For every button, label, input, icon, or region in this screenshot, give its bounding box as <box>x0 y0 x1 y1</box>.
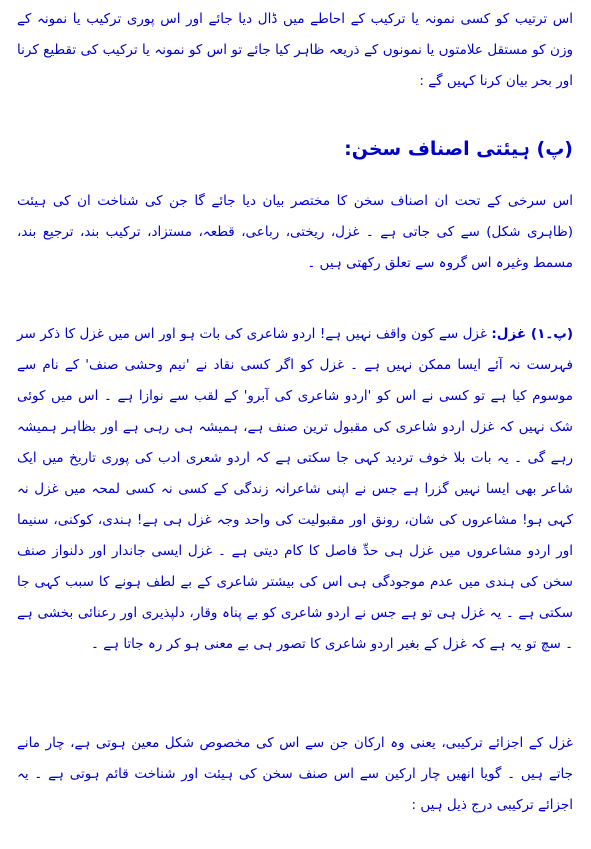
ghazal-paragraph <box>17 319 573 660</box>
ghazal-text: غزل سے کون واقف نہیں ہے! اردو شاعری کی بات ہو اور اس میں غزل کا ذکر سر فہرست نہ آئے ایسا ممکن نہیں ہے ۔ غزل کو اگر کسی نقاد نے 'نیم وحشی صنف' کے نام سے موسوم کیا ہے تو کسی نے اس کو 'اردو شاعری کی آبرو' کے لقب سے نوازا ہے ۔ اس میں کوئی شک نہیں کہ غزل اردو شاعری کی مقبول ترین صنف ہے، ہمیشہ ہی رہی ہے اور بظاہر ہمیشہ رہے گی ۔ یہ بات بلا خوف تردید کہی جا سکتی ہے کہ اردو شعری ادب کی پوری تاریخ میں ایک شاعر بھی ایسا نہیں گزرا ہے جس نے اپنی شاعرانہ زندگی کے کسی نہ کسی لمحہ میں غزل نہ کہی ہو! مشاعروں کی شان، رونق اور مقبولیت کی واحد وجہ غزل ہی ہے! ہندی، کوکنی، سنیما اور اردو مشاعروں میں غزل ہی حدِّ فاصل کا کام دیتی ہے ۔ غزل ایسی جاندار اور دلنواز صنف سخن کی ہندی میں عدم موجودگی ہی اس کی بیشتر شاعری کے بے لطف ہونے کا سبب کہی جا سکتی ہے ۔ یہ غزل ہی تو ہے جس نے اردو شاعری کو بے پناہ وقار، دلپذیری اور رعنائی بخشی ہے ۔ سچ تو یہ ہے کہ غزل کے بغیر اردو شاعری کا تصور ہی بے معنی ہو کر رہ جاتا ہے ۔ <box>17 326 573 652</box>
components-paragraph: غزل کے اجزائے ترکیبی، یعنی وہ ارکان جن سے اس کی مخصوص شکل معین ہوتی ہے، چار مانے جاتے ہیں ۔ گویا انھیں چار ارکین سے اس صنف سخن کی ہیئت اور شناخت قائم ہوتی ہے ۔ یہ اجزائے ترکیبی درج ذیل ہیں : <box>17 735 573 813</box>
section-paragraph: اس سرخی کے تحت ان اصناف سخن کا مختصر بیان دیا جائے گا جن کی شناخت ان کی ہیئت (ظاہری شکل) سے کی جاتی ہے ۔ غزل، ریختی، رباعی، قطعہ، مستزاد، ترکیب بند، ترجیع بند، مسمط وغیرہ اس گروہ سے تعلق رکھتی ہیں ۔ <box>17 193 573 271</box>
section-heading: (پ) ہیئتی اصناف سخن: <box>344 138 573 160</box>
ghazal-term: (پ۔۱) غزل: <box>491 326 574 342</box>
intro-paragraph: اس ترتیب کو کسی نمونہ یا ترکیب کے احاطے میں ڈال دیا جائے اور اس پوری ترکیب یا نمونہ کے وزن کو مستقل علامتوں یا نمونوں کے ذریعہ ظاہر کیا جائے تو اس کو نمونہ یا ترکیب کی تقطیع کرنا اور بحر بیان کرنا کہیں گے : <box>17 11 573 89</box>
